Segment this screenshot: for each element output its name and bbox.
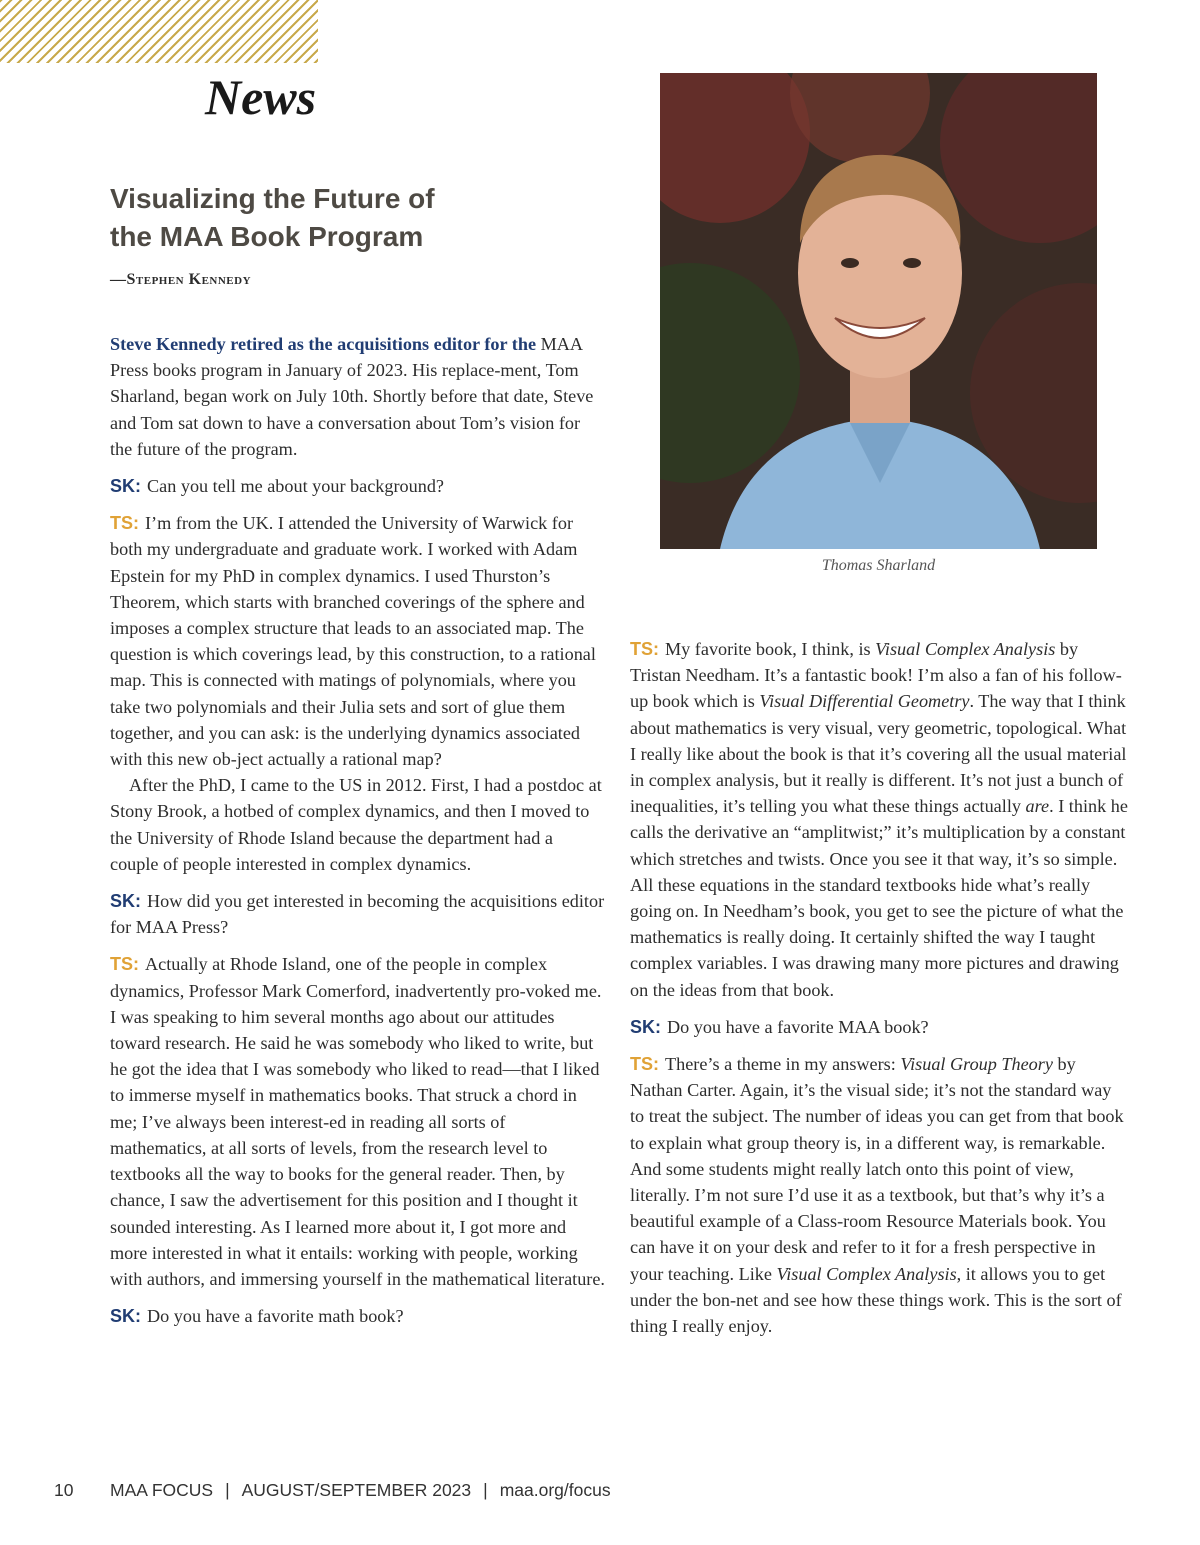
photo-caption: Thomas Sharland [821,557,936,574]
question-3 [110,1303,605,1329]
answer-3-text-3: . The way that I think about mathematics is very visual, very geometric, topological. What I really like about the book is that it’s covering all the usual material in complex analysis, but it really is different. It’s not just a bunch of inequalities, it’s telling you what these things actually [630,691,1127,817]
footer-separator: | [225,1480,230,1500]
right-column [630,636,1130,1350]
answer-4-text-1: There’s a theme in my answers: [665,1054,901,1075]
answer-2-text: Actually at Rhode Island, one of the people in complex dynamics, Professor Mark Comerford, inadvertently pro-voked me. I was speaking to him several months ago about our attitudes toward research. He said he was somebody who liked to write, but he got the idea that I was somebody who liked to read—that I liked to immerse myself in mathematics books. That struck a chord in me; I’ve always been interest-ed in reading all sorts of mathematics, at all sorts of levels, from the research level to textbooks all the way to books for the general reader. Then, by chance, I saw the advertisement for this position and I thought it sounded interesting. As I learned more about it, I got more and more interested in what it entails: working with people, working with authors, and immersing yourself in the mathematical literature. [110,954,605,1289]
ts-tag: TS: [630,639,659,659]
article-headline [110,180,550,256]
footer-url[interactable]: maa.org/focus [499,1480,611,1500]
headline-line-2: the MAA Book Program [110,221,424,252]
answer-4-text-3: , it allows you to get under the bon-net and see how these things work. This is the sort of thing I really enjoy. [630,1263,1122,1337]
book-title: Visual Differential Geometry [759,691,970,712]
sk-tag: SK: [110,891,141,912]
answer-1-continued: After the PhD, I came to the US in 2012. First, I had a postdoc at Stony Brook, a hotbed of complex dynamics, and then I moved to the University of Rhode Island because the department had a couple of people interested in complex dynamics. [110,775,602,874]
footer-separator: | [483,1480,488,1500]
portrait-photo [660,73,1097,549]
question-4 [630,1014,1130,1040]
answer-1 [110,510,605,772]
intro-paragraph [110,331,605,462]
emphasis: are [1025,796,1050,817]
answer-3-text-1: My favorite book, I think, is [665,639,876,659]
ts-tag: TS: [630,1054,659,1075]
publication-name: MAA FOCUS [110,1480,214,1500]
answer-4-text-2: by Nathan Carter. Again, it’s the visual side; it’s not the standard way to treat the subject. The number of ideas you can get from that book to explain what group theory is, in a different way, is remarkable. And some students might really latch onto this point of view, literally. I’m not sure I’d use it as a textbook, but that’s why it’s a beautiful example of a Class-room Resource Materials book. You can have it on your desk and refer to it for a fresh perspective in your teaching. Like [630,1054,1124,1284]
section-title: News [205,69,317,125]
page-footer [54,1480,611,1501]
intro-text: MAA Press books program in January of 2023. His replace-ment, Tom Sharland, began work on July 10th. Shortly before that date, Steve and Tom sat down to have a conversation about Tom’s vision for the future of the program. [110,334,594,459]
answer-3 [630,636,1130,1003]
question-4-text: Do you have a favorite MAA book? [667,1016,929,1037]
question-3-text: Do you have a favorite math book? [147,1306,404,1327]
byline: —Stephen Kennedy [110,271,252,288]
question-1-text: Can you tell me about your background? [147,476,444,497]
question-2-text: How did you get interested in becoming the acquisitions editor for MAA Press? [110,891,605,938]
answer-3-text-2: by Tristan Needham. It’s a fantastic book! I’m also a fan of his follow-up book which is [630,639,1122,712]
left-column [110,331,605,1340]
book-title: Visual Complex Analysis [875,639,1056,659]
answer-3-text-4: . I think he calls the derivative an “amplitwist;” it’s multiplication by a constant which stretches and twists. Once you see it that way, it’s so simple. All these equations in the standard textbooks hide what’s really going on. In Needham’s book, you get to see the picture of what the mathematics is really doing. It certainly shifted the way I taught complex variables. I was drawing many more pictures and drawing on the ideas from that book. [630,796,1128,1000]
ts-tag: TS: [110,954,139,975]
page-number: 10 [54,1480,74,1500]
sk-tag: SK: [110,1306,141,1327]
ts-tag: TS: [110,513,139,534]
decorative-stripes [0,0,318,63]
portrait-illustration [660,73,1097,549]
question-1 [110,473,605,499]
issue-date: AUGUST/SEPTEMBER 2023 [241,1480,472,1500]
book-title: Visual Complex Analysis [776,1263,957,1284]
headline-line-1: Visualizing the Future of [110,183,435,214]
answer-2 [110,951,605,1292]
answer-4 [630,1051,1130,1339]
answer-1-text: I’m from the UK. I attended the University of Warwick for both my undergraduate and graduate work. I worked with Adam Epstein for my PhD in complex dynamics. I used Thurston’s Theorem, which starts with branched coverings of the sphere and imposes a complex structure that leads to an associated map. The question is which coverings lead, by this construction, to a rational map. This is connected with matings of polynomials, where you take two polynomials and their Julia sets and sort of glue them together, and you can ask: is the underlying dynamics associated with this new ob-ject actually a rational map? [110,513,596,770]
book-title: Visual Group Theory [900,1054,1053,1075]
sk-tag: SK: [630,1016,661,1037]
question-2 [110,888,605,940]
intro-lead: Steve Kennedy retired as the acquisitions editor for the [110,334,537,354]
sk-tag: SK: [110,476,141,497]
